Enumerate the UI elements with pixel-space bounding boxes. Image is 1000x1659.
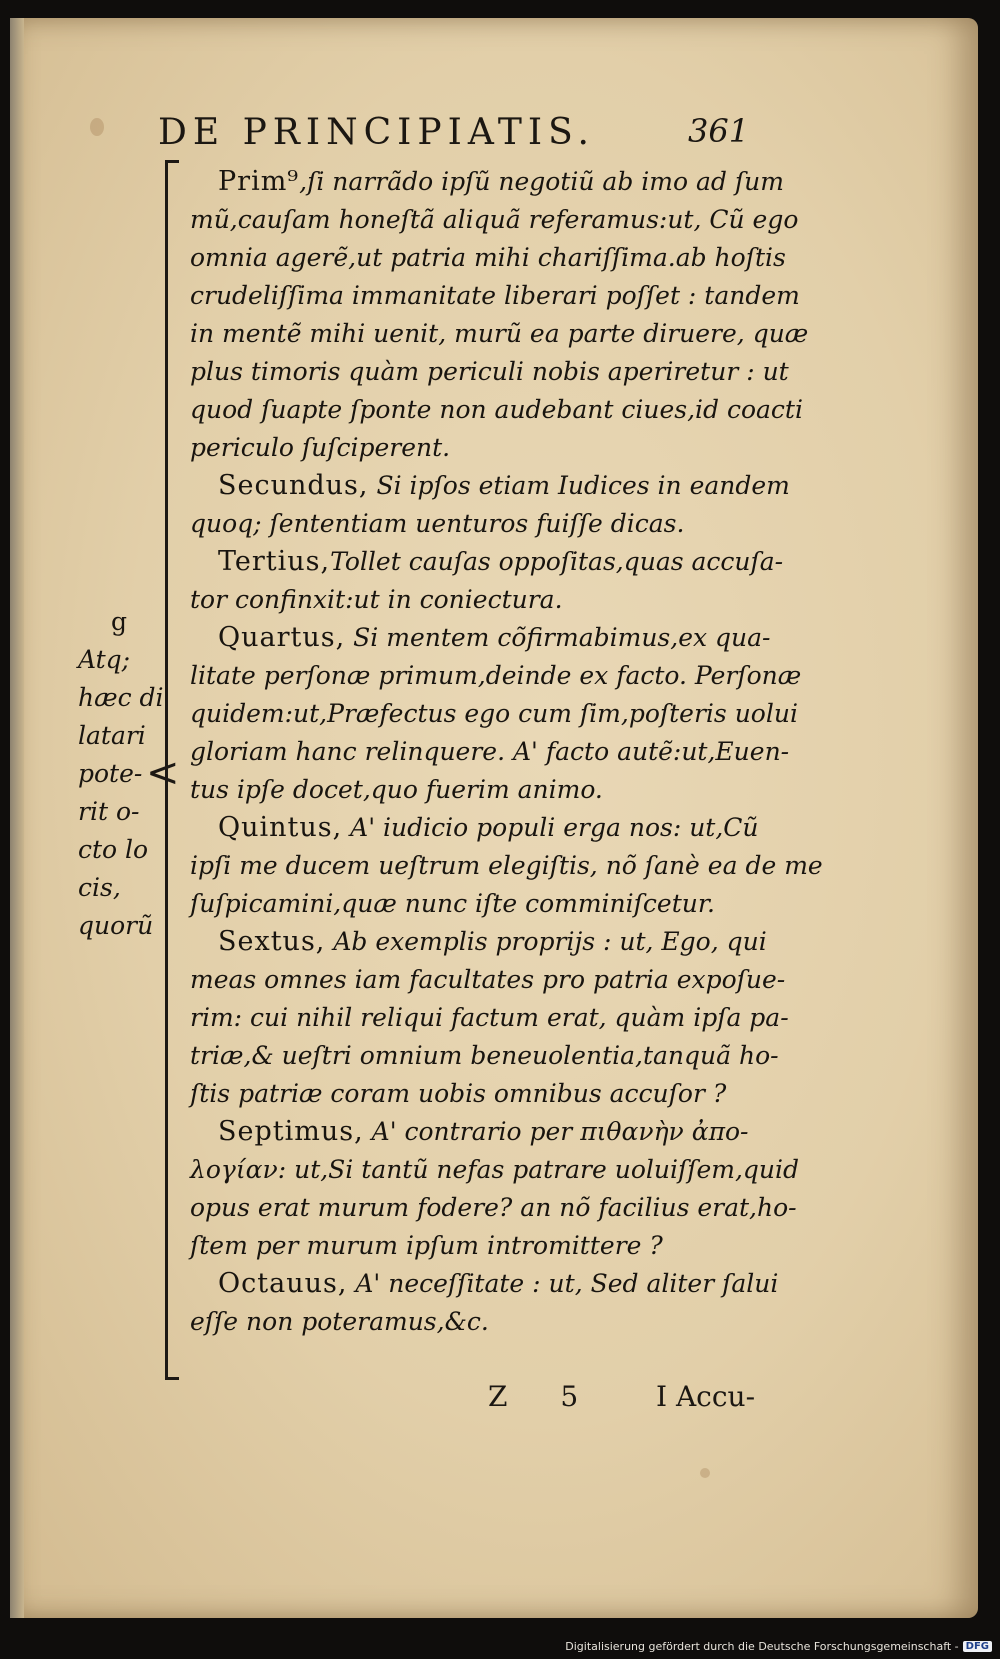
text-line: [190, 847, 823, 885]
margin-note-line: quorũ: [78, 911, 154, 940]
line-text: ſtem per murum ipſum intromittere ?: [190, 1231, 663, 1260]
text-line: [190, 429, 790, 467]
margin-note-line: hæc di: [78, 683, 164, 712]
line-text: quidem:ut,Præfectus ego cum ſim,poſteris uolui: [190, 699, 798, 728]
line-text: rim: cui nihil reliqui factum erat, quàm ipſa pa-: [190, 1003, 789, 1032]
content-bracket: [146, 160, 188, 1380]
text-line: [190, 201, 799, 239]
margin-note-line: rit o-: [78, 797, 140, 826]
paragraph-lead-word: Prim⁹: [218, 166, 300, 197]
text-line: [190, 1075, 790, 1113]
line-text: ſuſpicamini,quæ nunc iſte comminiſcetur.: [190, 889, 715, 918]
text-line: [190, 505, 790, 543]
text-line: [190, 239, 790, 277]
text-line: [190, 163, 790, 201]
paragraph-lead-word: Tertius,: [218, 546, 331, 577]
margin-note-marker: g: [110, 607, 127, 636]
margin-note-line: cis,: [78, 873, 121, 902]
line-text: triæ,& ueſtri omnium beneuolentia,tanquã ho-: [190, 1041, 779, 1070]
line-text: A' neceſſitate : ut, Sed aliter ſalui: [347, 1269, 779, 1298]
page-number: 361: [688, 112, 750, 150]
line-text: mũ,cauſam honeſtã aliquã referamus:ut, Cũ ego: [190, 205, 799, 234]
line-text: A' iudicio populi erga nos: ut,Cũ: [342, 813, 759, 842]
text-line: [190, 923, 790, 961]
paragraph-lead-word: Octauus,: [218, 1268, 348, 1299]
line-text: gloriam hanc relinquere. A' facto autẽ:ut,Euen-: [190, 737, 790, 766]
bracket-top-tick: [165, 160, 179, 163]
line-text: periculo ſuſciperent.: [190, 433, 451, 462]
text-line: [190, 1303, 790, 1341]
line-text: plus timoris quàm periculi nobis aperiretur : ut: [190, 357, 789, 386]
line-text: quod ſuapte ſponte non audebant ciues,id coacti: [190, 395, 803, 424]
line-text: Ab exemplis proprijs : ut, Ego, qui: [325, 927, 767, 956]
dfg-logo: DFG: [963, 1641, 992, 1652]
line-text: A' contrario per πιθανὴν ἀπο-: [363, 1117, 749, 1146]
line-text: crudeliſſima immanitate liberari poſſet : tandem: [190, 281, 800, 310]
line-text: in mentẽ mihi uenit, murũ ea parte diruere, quæ: [190, 319, 809, 348]
margin-note-line: cto lo: [78, 835, 149, 864]
text-line: [190, 315, 809, 353]
text-line: [190, 695, 798, 733]
text-line: [190, 1189, 797, 1227]
text-line: [190, 277, 800, 315]
brace-point: <: [146, 750, 180, 796]
paragraph-lead-word: Septimus,: [218, 1116, 364, 1147]
paper-stain: [700, 1468, 710, 1478]
line-text: ſtis patriæ coram uobis omnibus accuſor ?: [190, 1079, 727, 1108]
text-line: [190, 1227, 790, 1265]
margin-note-lines: [78, 641, 164, 945]
line-text: tor confinxit:ut in coniectura.: [190, 585, 563, 614]
paragraph-lead-word: Secundus,: [218, 470, 369, 501]
text-line: [190, 657, 802, 695]
line-text: ,ſi narrãdo ipſũ negotiũ ab imo ad ſum: [299, 167, 784, 196]
bracket-bottom-tick: [165, 1377, 179, 1380]
line-text: Si ipſos etiam Iudices in eandem: [368, 471, 790, 500]
paragraph-lead-word: Quintus,: [218, 812, 343, 843]
text-line: [190, 733, 790, 771]
page-gutter: [10, 18, 24, 1618]
margin-note-line: latari: [78, 721, 146, 750]
text-line: [190, 581, 790, 619]
text-line: [190, 353, 790, 391]
text-line: [190, 885, 790, 923]
text-line: [190, 467, 790, 505]
line-text: λογίαν: ut,Si tantũ nefas patrare uoluiſſem,quid: [190, 1155, 800, 1184]
running-title: DE PRINCIPIATIS.: [158, 112, 595, 153]
text-line: [190, 1151, 800, 1189]
line-text: quoq; ſententiam uenturos fuiſſe dicas.: [190, 509, 685, 538]
margin-note: [78, 603, 164, 945]
line-text: tus ipſe docet,quo fuerim animo.: [190, 775, 603, 804]
text-line: [190, 1037, 790, 1075]
line-text: Tollet cauſas oppoſitas,quas accuſa-: [330, 547, 784, 576]
digitization-credit: [565, 1640, 992, 1653]
text-line: [190, 809, 790, 847]
margin-note-line: pote-: [78, 759, 143, 788]
line-text: omnia agerẽ,ut patria mihi chariſſima.ab hoſtis: [190, 243, 786, 272]
text-line: [190, 543, 790, 581]
text-line: [190, 391, 803, 429]
text-line: [190, 961, 790, 999]
text-line: [190, 619, 790, 657]
paragraph-lead-word: Sextus,: [218, 926, 326, 957]
margin-note-line: Atq;: [78, 645, 131, 674]
text-line: [190, 771, 790, 809]
text-line: [190, 999, 790, 1037]
text-line: [190, 1265, 790, 1303]
line-text: ipſi me ducem ueſtrum elegiſtis, nõ ſanè ea de me: [190, 851, 823, 880]
text-line: [190, 1113, 790, 1151]
line-text: Si mentem cõfirmabimus,ex qua-: [345, 623, 771, 652]
signature-mark: Z 5: [488, 1380, 601, 1413]
line-text: opus erat murum fodere? an nõ facilius erat,ho-: [190, 1193, 797, 1222]
body-text: [190, 163, 823, 1341]
paragraph-lead-word: Quartus,: [218, 622, 346, 653]
paper-stain: [90, 118, 104, 136]
catchword: I Accu-: [656, 1380, 756, 1413]
page-footer: [488, 1380, 788, 1420]
line-text: eſſe non poteramus,&c.: [190, 1307, 489, 1336]
line-text: litate perſonæ primum,deinde ex facto. Perſonæ: [190, 661, 802, 690]
credit-text: Digitalisierung gefördert durch die Deutsche Forschungsgemeinschaft -: [565, 1640, 959, 1653]
line-text: meas omnes iam facultates pro patria expoſue-: [190, 965, 786, 994]
